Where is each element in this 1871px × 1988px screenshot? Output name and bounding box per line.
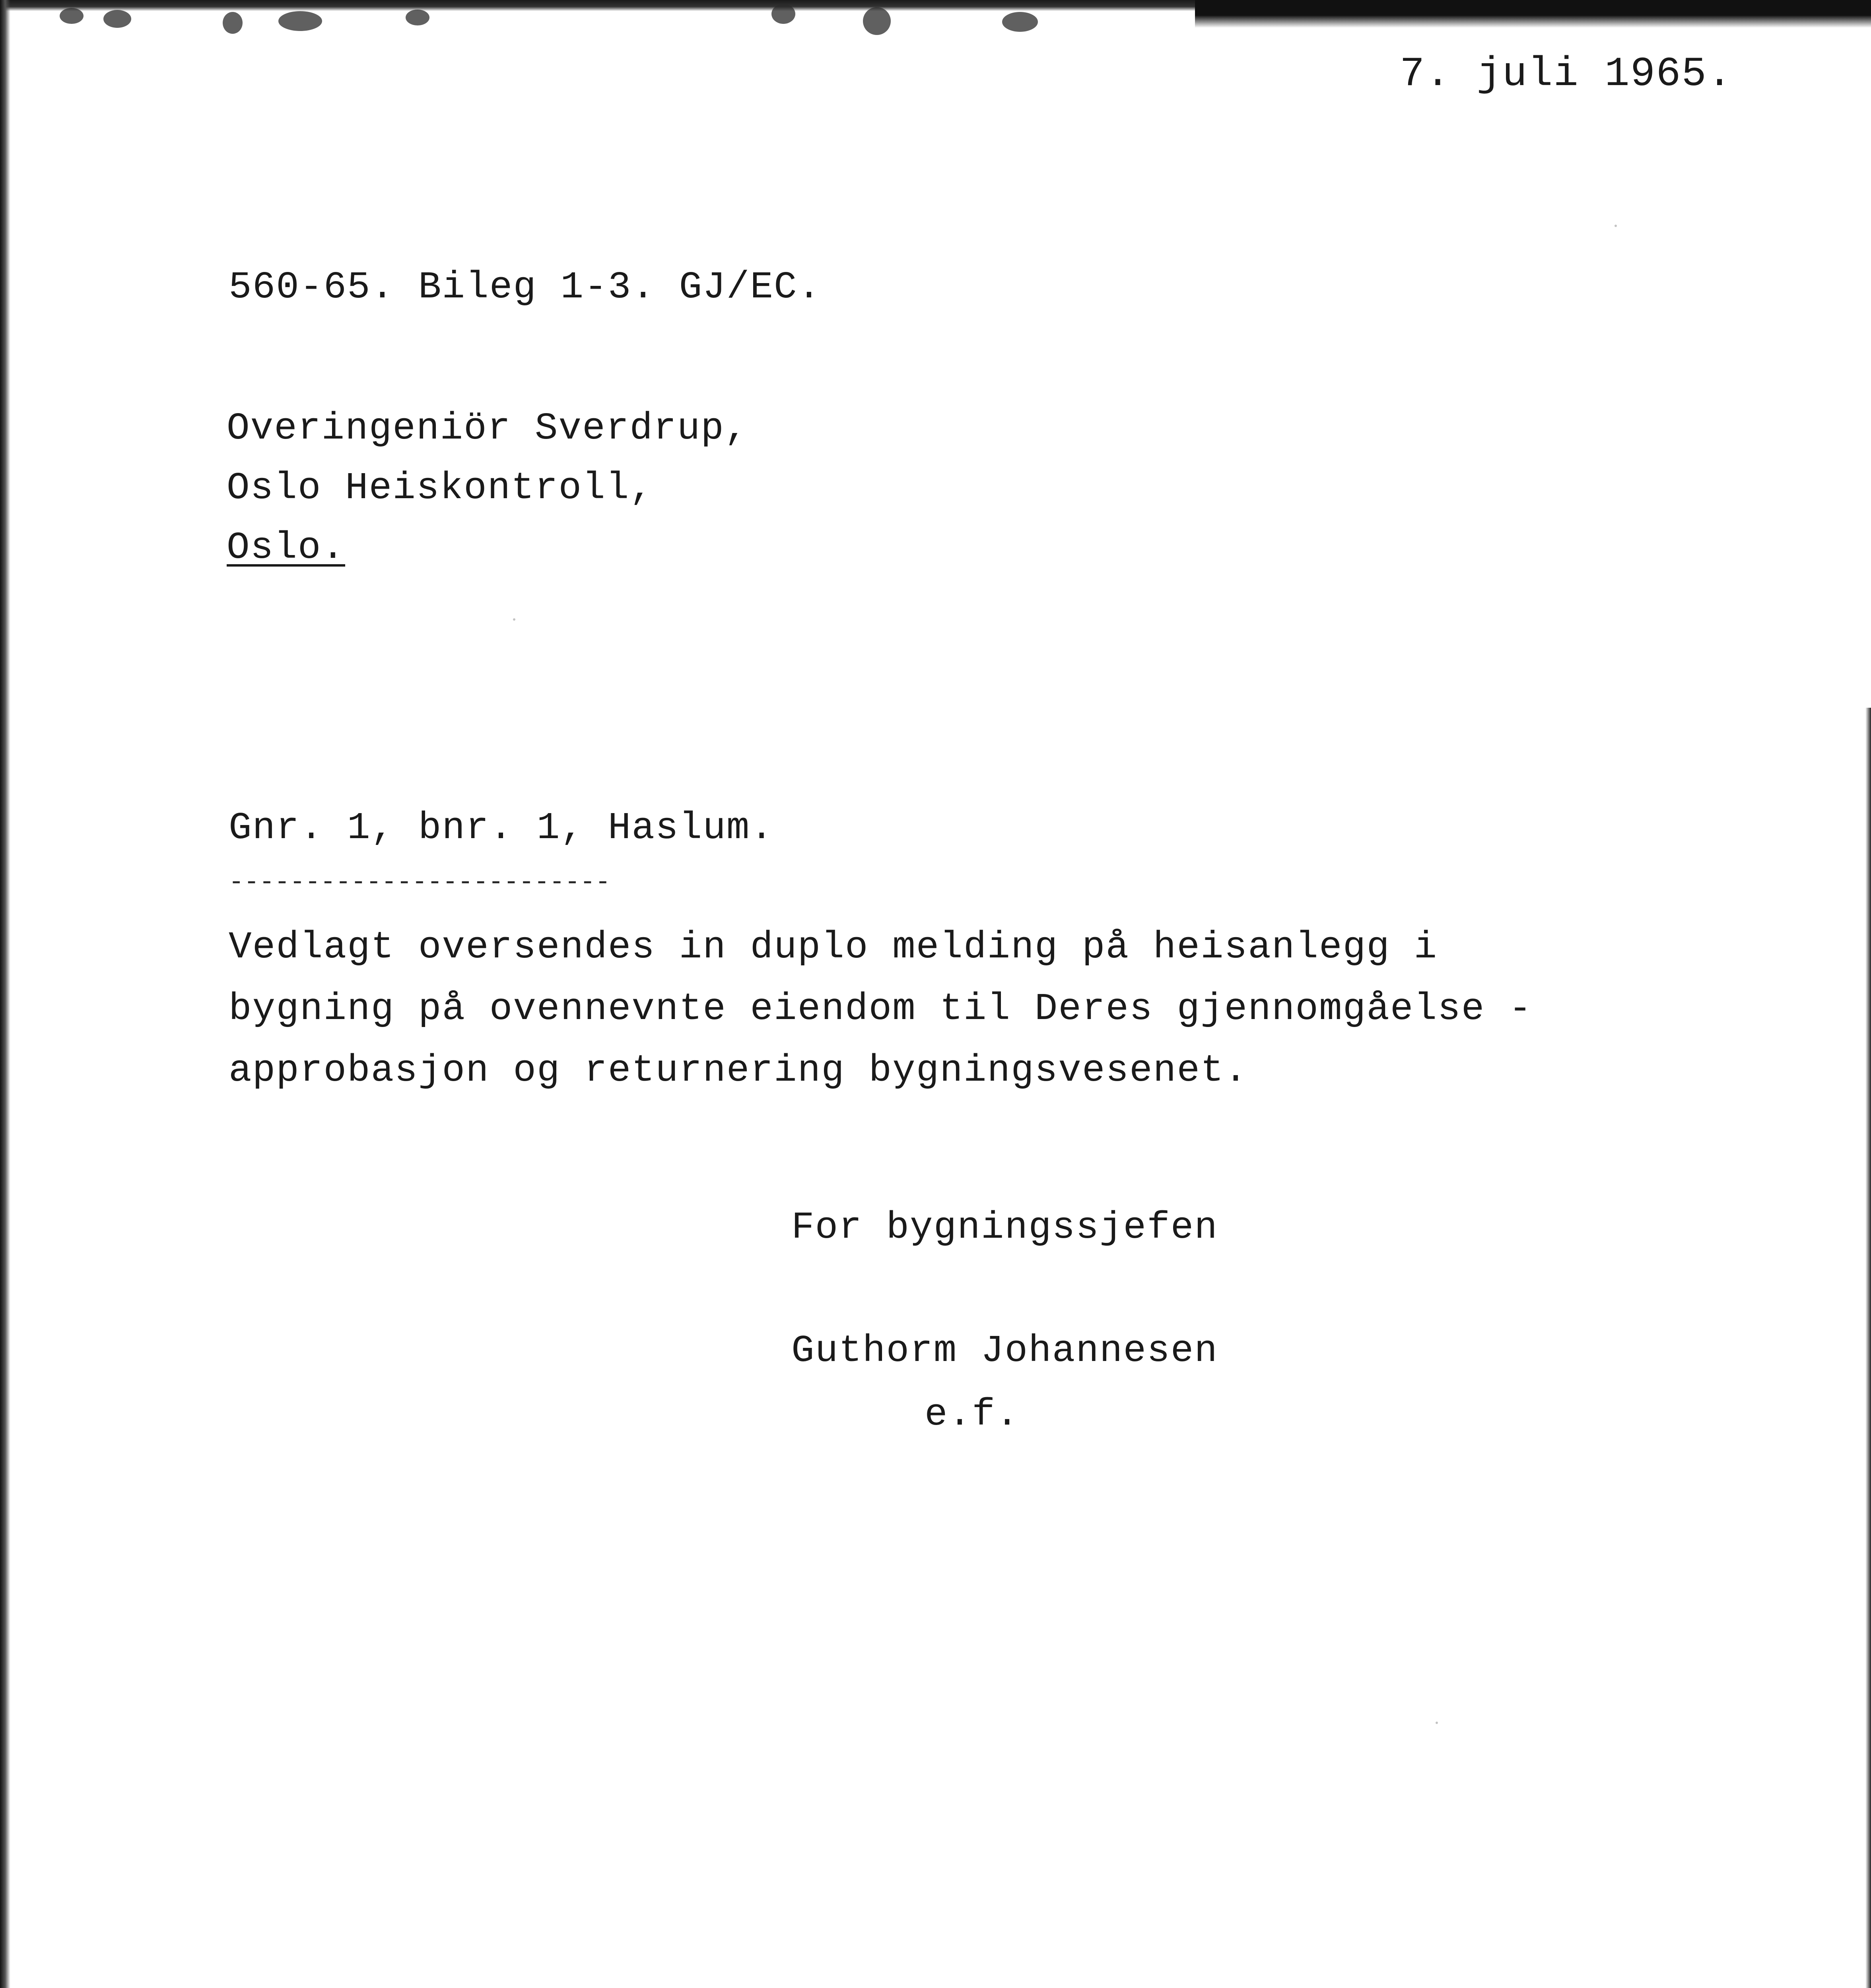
body-line-1: Vedlagt oversendes in duplo melding på heisanlegg i [229, 926, 1438, 969]
ink-smudge [406, 10, 429, 25]
scan-edge-top-right [1195, 0, 1871, 28]
subject-underline: ------------------------- [229, 868, 611, 897]
scan-edge-left [0, 0, 10, 1988]
letter-date: 7. juli 1965. [1400, 51, 1733, 98]
dust-speck [1615, 225, 1617, 227]
ink-smudge [771, 4, 795, 24]
body-line-3: approbasjon og returnering bygningsvesenet. [229, 1049, 1248, 1092]
ink-smudge [103, 10, 131, 28]
recipient-name: Overingeniör Sverdrup, [227, 407, 748, 450]
recipient-city: Oslo. [227, 526, 346, 569]
ink-smudge [863, 7, 891, 35]
reference-line: 560-65. Bileg 1-3. GJ/EC. [229, 266, 822, 309]
body-line-2: bygning på ovennevnte eiendom til Deres gjennomgåelse - [229, 987, 1533, 1031]
signatory-name: Guthorm Johannesen [791, 1329, 1218, 1373]
recipient-organization: Oslo Heiskontroll, [227, 466, 653, 510]
closing-for-line: For bygningssjefen [791, 1206, 1218, 1249]
subject-line: Gnr. 1, bnr. 1, Haslum. [229, 806, 774, 850]
ink-smudge [278, 11, 322, 31]
dust-speck [513, 618, 515, 621]
ink-smudge [1002, 12, 1038, 32]
scan-edge-right [1865, 708, 1871, 1988]
dust-speck [1436, 1722, 1438, 1724]
ink-smudge [223, 12, 243, 34]
signatory-abbrev: e.f. [925, 1393, 1020, 1436]
ink-smudge [60, 8, 84, 24]
